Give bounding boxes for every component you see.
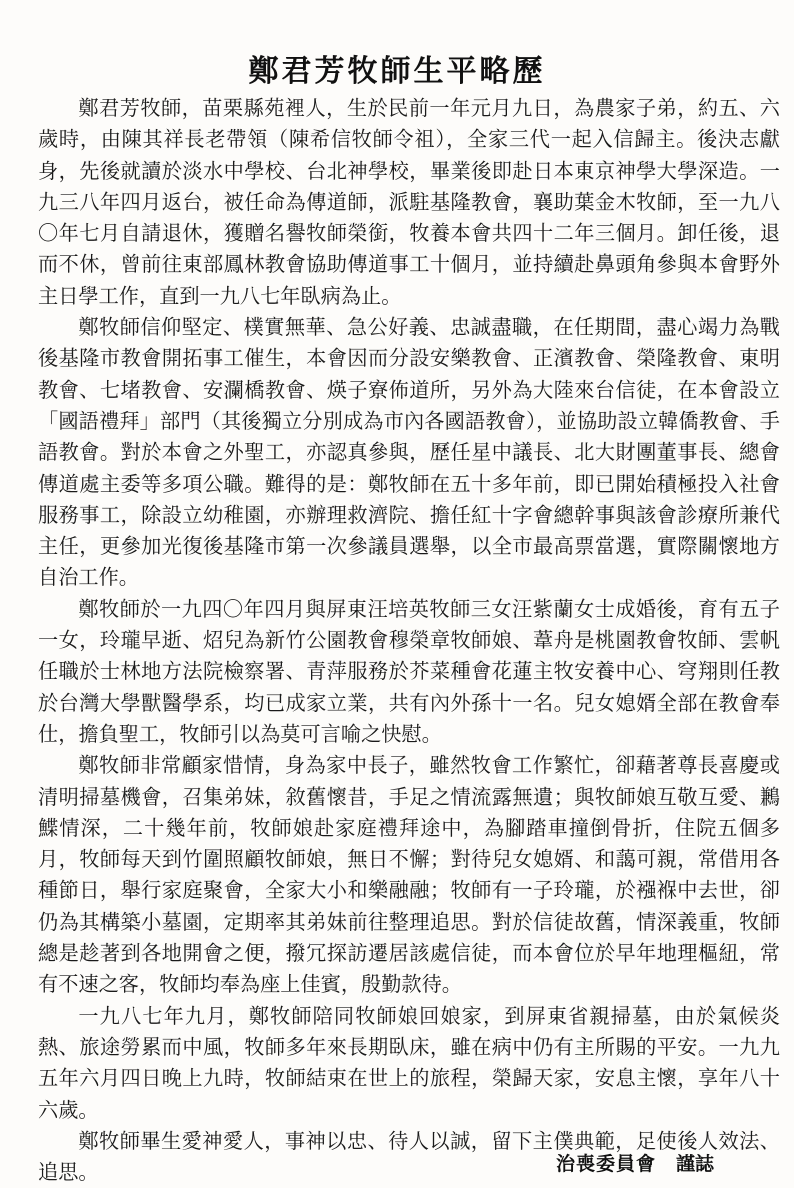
paragraph-family: 鄭牧師於一九四〇年四月與屏東汪培英牧師三女汪紫蘭女士成婚後，育有五子一女，玲瓏早逝、炤兒為新竹公園教會穆榮章牧師娘、葦舟是桃園教會牧師、雲帆任職於士林地方法院檢察署、青萍服務於芥菜種會花蓮主牧安養中心、穹翔則任教於台灣大學獸醫學系，均已成家立業，共有內外孫十一名。兒女媳婿全部在教會奉仕，擔負聖工，牧師引以為莫可言喻之快慰。 bbox=[38, 596, 780, 746]
document-title: 鄭君芳牧師生平略歷 bbox=[248, 54, 546, 90]
document-body bbox=[38, 93, 780, 1188]
paragraph-early-life: 鄭君芳牧師，苗栗縣苑裡人，生於民前一年元月九日，為農家子弟，約五、六歲時，由陳其祥長老帶領（陳希信牧師令祖），全家三代一起入信歸主。後決志獻身，先後就讀於淡水中學校、台北神學校，畢業後即赴日本東京神學大學深造。一九三八年四月返台，被任命為傳道師，派駐基隆教會，襄助葉金木牧師，至一九八〇年七月自請退休，獲贈名譽牧師榮銜，牧養本會共四十二年三個月。卸任後，退而不休，曾前往東部鳳林教會協助傳道事工十個月，並持續赴鼻頭角參與本會野外主日學工作，直到一九八七年臥病為止。 bbox=[38, 96, 780, 308]
signature-closing: 謹誌 bbox=[676, 1153, 715, 1175]
paragraph-legacy: 鄭牧師畢生愛神愛人，事神以忠、待人以誠，留下主僕典範，足使後人效法、追思。 bbox=[38, 1128, 780, 1185]
signature-organization: 治喪委員會 bbox=[556, 1153, 657, 1175]
paragraph-character: 鄭牧師非常顧家惜情，身為家中長子，雖然牧會工作繁忙，卻藉著尊長喜慶或清明掃墓機會，召集弟妹，敘舊懷昔，手足之情流露無遺；與牧師娘互敬互愛、鶼鰈情深，二十幾年前，牧師娘赴家庭禮拜途中，為腳踏車撞倒骨折，住院五個多月，牧師每天到竹圍照顧牧師娘，無日不懈；對待兒女媳婿、和藹可親，常借用各種節日，舉行家庭聚會，全家大小和樂融融；牧師有一子玲瓏，於襁褓中去世，卻仍為其構築小墓園，定期率其弟妹前往整理追思。對於信徒故舊，情深義重，牧師總是趁著到各地開會之便，撥冗探訪遷居該處信徒，而本會位於早年地理樞紐，常有不速之客，牧師均奉為座上佳賓，殷勤款待。 bbox=[38, 753, 780, 997]
paragraph-ministry: 鄭牧師信仰堅定、樸實無華、急公好義、忠誠盡職，在任期間，盡心竭力為戰後基隆市教會開拓事工催生，本會因而分設安樂教會、正濱教會、榮隆教會、東明教會、七堵教會、安瀾橋教會、煐子寮佈道所，另外為大陸來台信徒，在本會設立「國語禮拜」部門（其後獨立分別成為市內各國語教會），並協助設立韓僑教會、手語教會。對於本會之外聖工，亦認真參與，歷任星中議長、北大財團董事長、總會傳道處主委等多項公職。難得的是：鄭牧師在五十多年前，即已開始積極投入社會服務事工，除設立幼稚園，亦辦理救濟院、擔任紅十字會總幹事與該會診療所兼代主任，更參加光復後基隆市第一次參議員選舉，以全市最高票當選，實際關懷地方自治工作。 bbox=[38, 315, 780, 590]
signature-line bbox=[556, 1149, 714, 1176]
paragraph-illness-passing: 一九八七年九月，鄭牧師陪同牧師娘回娘家，到屏東省親掃墓，由於氣候炎熱、旅途勞累而中風，牧師多年來長期臥床，雖在病中仍有主所賜的平安。一九九五年六月四日晚上九時，牧師結束在世上的旅程，榮歸天家，安息主懷，享年八十六歲。 bbox=[38, 1003, 780, 1122]
